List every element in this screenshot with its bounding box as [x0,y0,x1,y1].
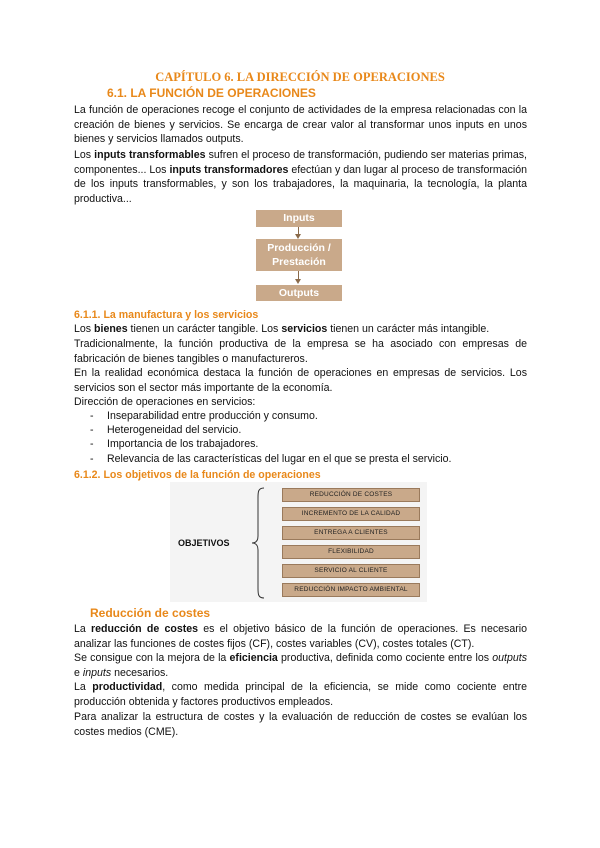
objective-item: FLEXIBILIDAD [282,545,420,559]
bullet-text: Inseparabilidad entre producción y consumo. [107,410,318,422]
term-outputs: outputs [492,652,527,664]
objectives-label: OBJETIVOS [178,538,230,548]
term-inputs-transformables: inputs transformables [94,149,206,161]
chapter-title: CAPÍTULO 6. LA DIRECCIÓN DE OPERACIONES [155,70,445,84]
term-productividad: productividad [92,681,163,693]
curly-brace-icon [250,486,266,600]
bullet-text: Importancia de los trabajadores. [107,438,259,450]
bullet-item [90,437,258,452]
bullet-text: Relevancia de las características del lugar en el que se presta el servicio. [107,453,452,465]
term-servicios: servicios [281,323,328,335]
s611-paragraph-3: En la realidad económica destaca la función de operaciones en empresas de servicios. Los servicios son el sector más importante de la economía. [74,367,527,394]
flow-inputs-box: Inputs [256,210,342,227]
subsection-612-title: 6.1.2. Los objetivos de la función de operaciones [74,469,321,481]
subsection-611-title: 6.1.1. La manufactura y los servicios [74,309,259,321]
text-run: productiva, definida como cociente entre los [277,652,493,664]
term-bienes: bienes [94,323,128,335]
s611-line-1 [74,322,489,337]
s611-paragraph-2: Tradicionalmente, la función productiva de la empresa se ha asociado con empresas de fabricación de bienes tangibles o manufactureros. [74,338,527,365]
text-run: tienen un carácter más intangible. [327,323,490,335]
text-run: es el objetivo básico de la función de operaciones. Es necesario analizar las funciones de costes fijos (CF), costes variables (CV), costes totales (CT). [74,623,527,650]
objective-item: REDUCCIÓN DE COSTES [282,488,420,502]
bullet-item [90,409,318,424]
s611-paragraph-4: Dirección de operaciones en servicios: [74,396,256,408]
bullet-dash: - [90,453,94,465]
text-run: sufren el proceso de transformación, pudiendo ser materias primas, componentes... Los [74,149,527,176]
flow-process-box [256,239,342,271]
text-run: Los [74,323,95,335]
bullet-text: Heterogeneidad del servicio. [107,424,242,436]
reduccion-paragraph-1 [74,622,527,651]
term-eficiencia: eficiencia [229,652,278,664]
bullet-item [90,452,451,467]
text-run: efectúan y dan lugar al proceso de transformación de los inputs transformables, y son los trabajadores, la maquinaria, la tecnología, la planta productiva... [74,163,528,205]
text-run: La [74,623,92,635]
text-run: necesarios. [111,666,169,679]
term-inputs-transformadores: inputs transformadores [169,163,289,176]
text-run: Se consigue con la mejora de la [74,652,230,664]
text-run: , como medida principal de la eficiencia, se mide como cociente entre producción obtenida y factores productivos empleados. [74,681,527,708]
bullet-item [90,423,241,438]
text-run: Los [74,149,95,161]
reduccion-paragraph-3 [74,680,527,709]
reduccion-paragraph-4: Para analizar la estructura de costes y la evaluación de reducción de costes se evalúan los costes medios (CME). [74,711,527,738]
term-inputs: inputs [82,666,112,679]
intro-paragraph-2 [74,148,527,206]
reduccion-paragraph-2 [74,651,527,680]
flow-outputs-box: Outputs [256,285,342,301]
objective-item: SERVICIO AL CLIENTE [282,564,420,578]
text-run: La [74,681,93,693]
bullet-dash: - [90,424,94,436]
section-title: 6.1. LA FUNCIÓN DE OPERACIONES [107,86,316,100]
bullet-dash: - [90,410,94,422]
text-run: tienen un carácter tangible. Los [127,323,282,335]
flow-process-line-1: Producción / [267,242,331,254]
objective-item: INCREMENTO DE LA CALIDAD [282,507,420,521]
text-run: e [74,666,83,679]
reduccion-heading: Reducción de costes [90,606,211,620]
intro-paragraph-1: La función de operaciones recoge el conjunto de actividades de la empresa relacionadas con la creación de bienes y servicios. Se encarga de crear valor al transformar unos inputs en unos bienes y servicios llamados outputs. [74,104,527,145]
bullet-dash: - [90,438,94,450]
term-reduccion-de-costes: reducción de costes [91,623,199,635]
flow-process-line-2: Prestación [272,256,326,268]
objective-item: ENTREGA A CLIENTES [282,526,420,540]
objective-item: REDUCCIÓN IMPACTO AMBIENTAL [282,583,420,597]
arrow-down-icon [295,279,301,284]
